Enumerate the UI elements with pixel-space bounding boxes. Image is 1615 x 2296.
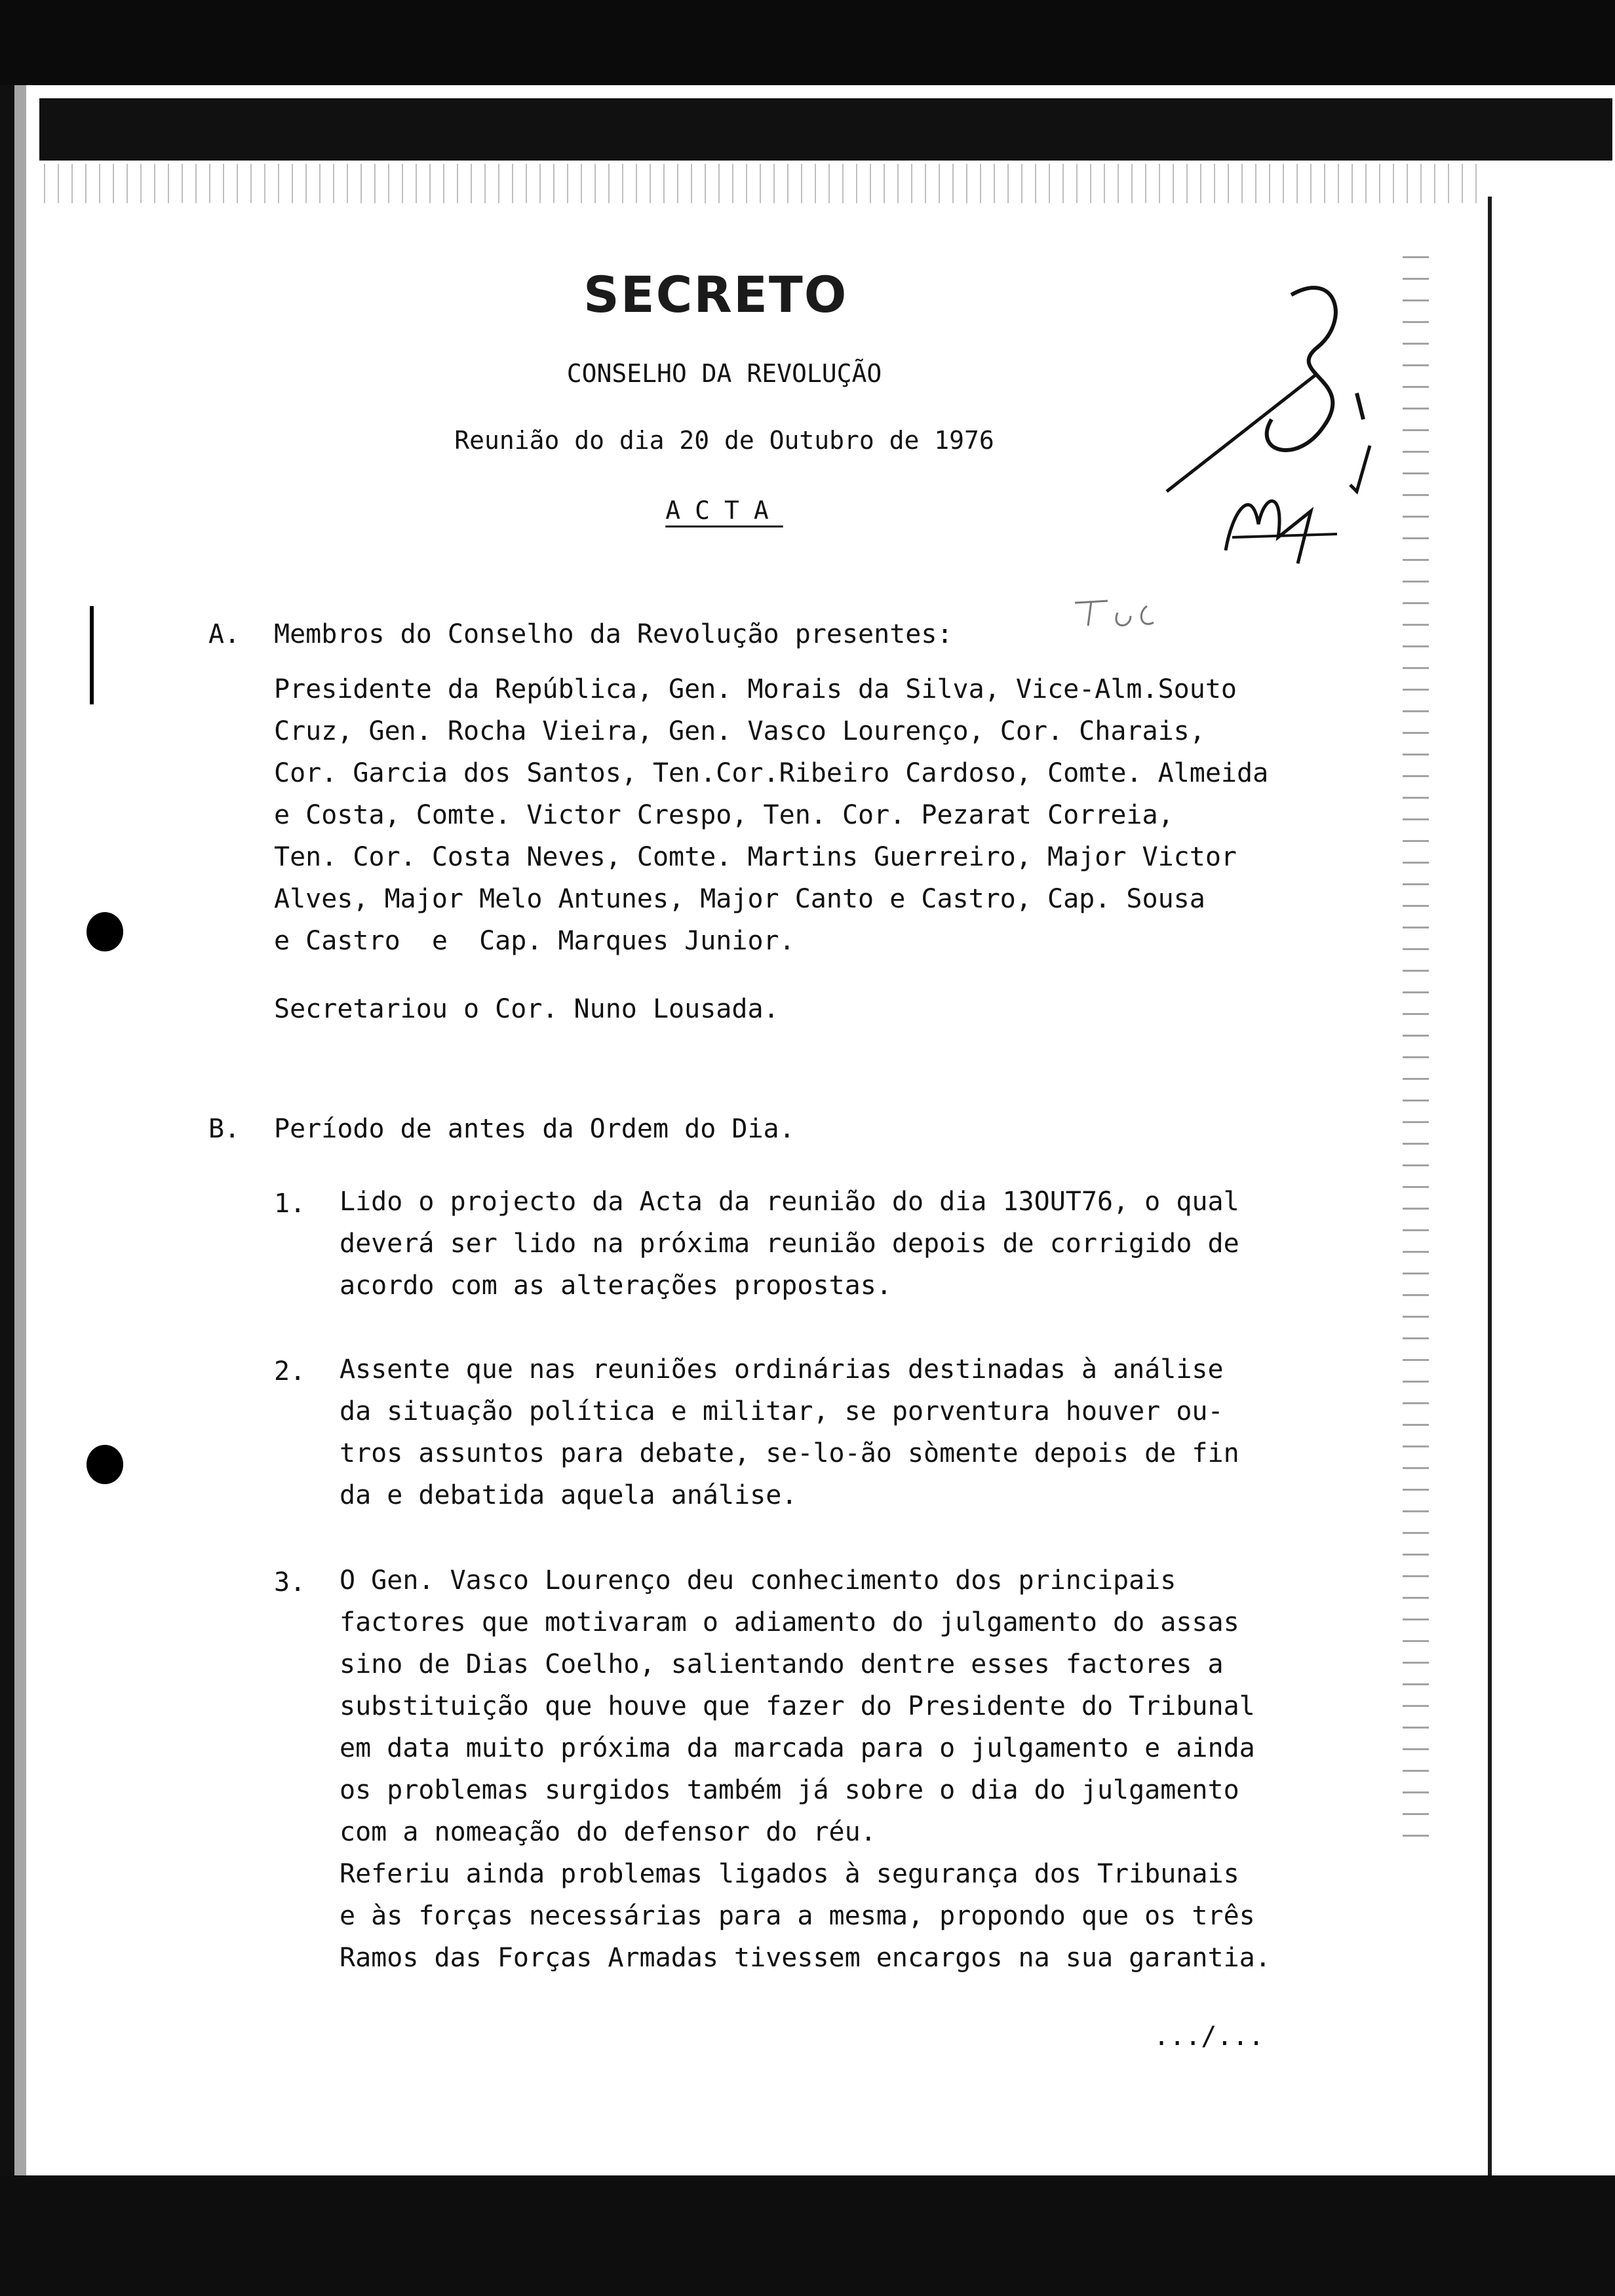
item-3-number: 3.: [274, 1567, 306, 1598]
section-b-heading: Período de antes da Ordem do Dia.: [274, 1114, 795, 1144]
secret-stamp: SECRETO: [583, 265, 848, 324]
handwritten-mark: [1068, 593, 1219, 632]
section-b-letter: B.: [208, 1114, 241, 1144]
section-a-letter: A.: [208, 619, 241, 649]
item-2-text: Assente que nas reuniões ordinárias destinadas à análise da situação política e militar, se porventura houver ou- tros assuntos para debate, se-lo-ão sòmente depois de fin da e debatida aquela análise.: [340, 1354, 1239, 1510]
item-3-text: O Gen. Vasco Lourenço deu conhecimento dos principais factores que motivaram o adiamento do julgamento do assas sino de Dias Coelho, salientando dentre esses factores a substituição que houve que fazer do Presidente do Tribunal em data muito próxima da marcada para o julgamento e ainda os problemas surgidos também já sobre o dia do julgamento com a nomeação do defensor do réu. Referiu ainda problemas ligados à segurança dos Tribunais e às forças necessárias para a mesma, propondo que os três Ramos das Forças Armadas tivessem encargos na sua garantia.: [340, 1565, 1271, 1973]
section-a-heading: Membros do Conselho da Revolução presentes:: [274, 619, 953, 649]
members-list: Presidente da República, Gen. Morais da Silva, Vice-Alm.Souto Cruz, Gen. Rocha Vieira, Gen. Vasco Lourenço, Cor. Charais, Cor. Garcia dos Santos, Ten.Cor.Ribeiro Cardoso, Comte. Almeida e Costa, Comte. Victor Crespo, Ten. Cor. Pezarat Correia, Ten. Cor. Costa Neves, Comte. Martins Guerreiro, Major Victor Alves, Major Melo Antunes, Major Canto e Castro, Cap. Sousa e Castro e Cap. Marques Junior.: [274, 674, 1269, 956]
handwritten-initials: [1154, 275, 1429, 577]
council-title: CONSELHO DA REVOLUÇÃO: [566, 359, 882, 388]
meeting-date: Reunião do dia 20 de Outubro de 1976: [454, 426, 994, 455]
item-1-number: 1.: [274, 1189, 306, 1219]
document-type: ACTA: [665, 496, 783, 525]
secretary-line: Secretariou o Cor. Nuno Lousada.: [274, 994, 779, 1024]
item-2-number: 2.: [274, 1356, 306, 1387]
continuation-marker: .../...: [1154, 2021, 1264, 2052]
item-1-text: Lido o projecto da Acta da reunião do dia 13OUT76, o qual deverá ser lido na próxima reunião depois de corrigido de acordo com as alterações propostas.: [340, 1187, 1239, 1301]
